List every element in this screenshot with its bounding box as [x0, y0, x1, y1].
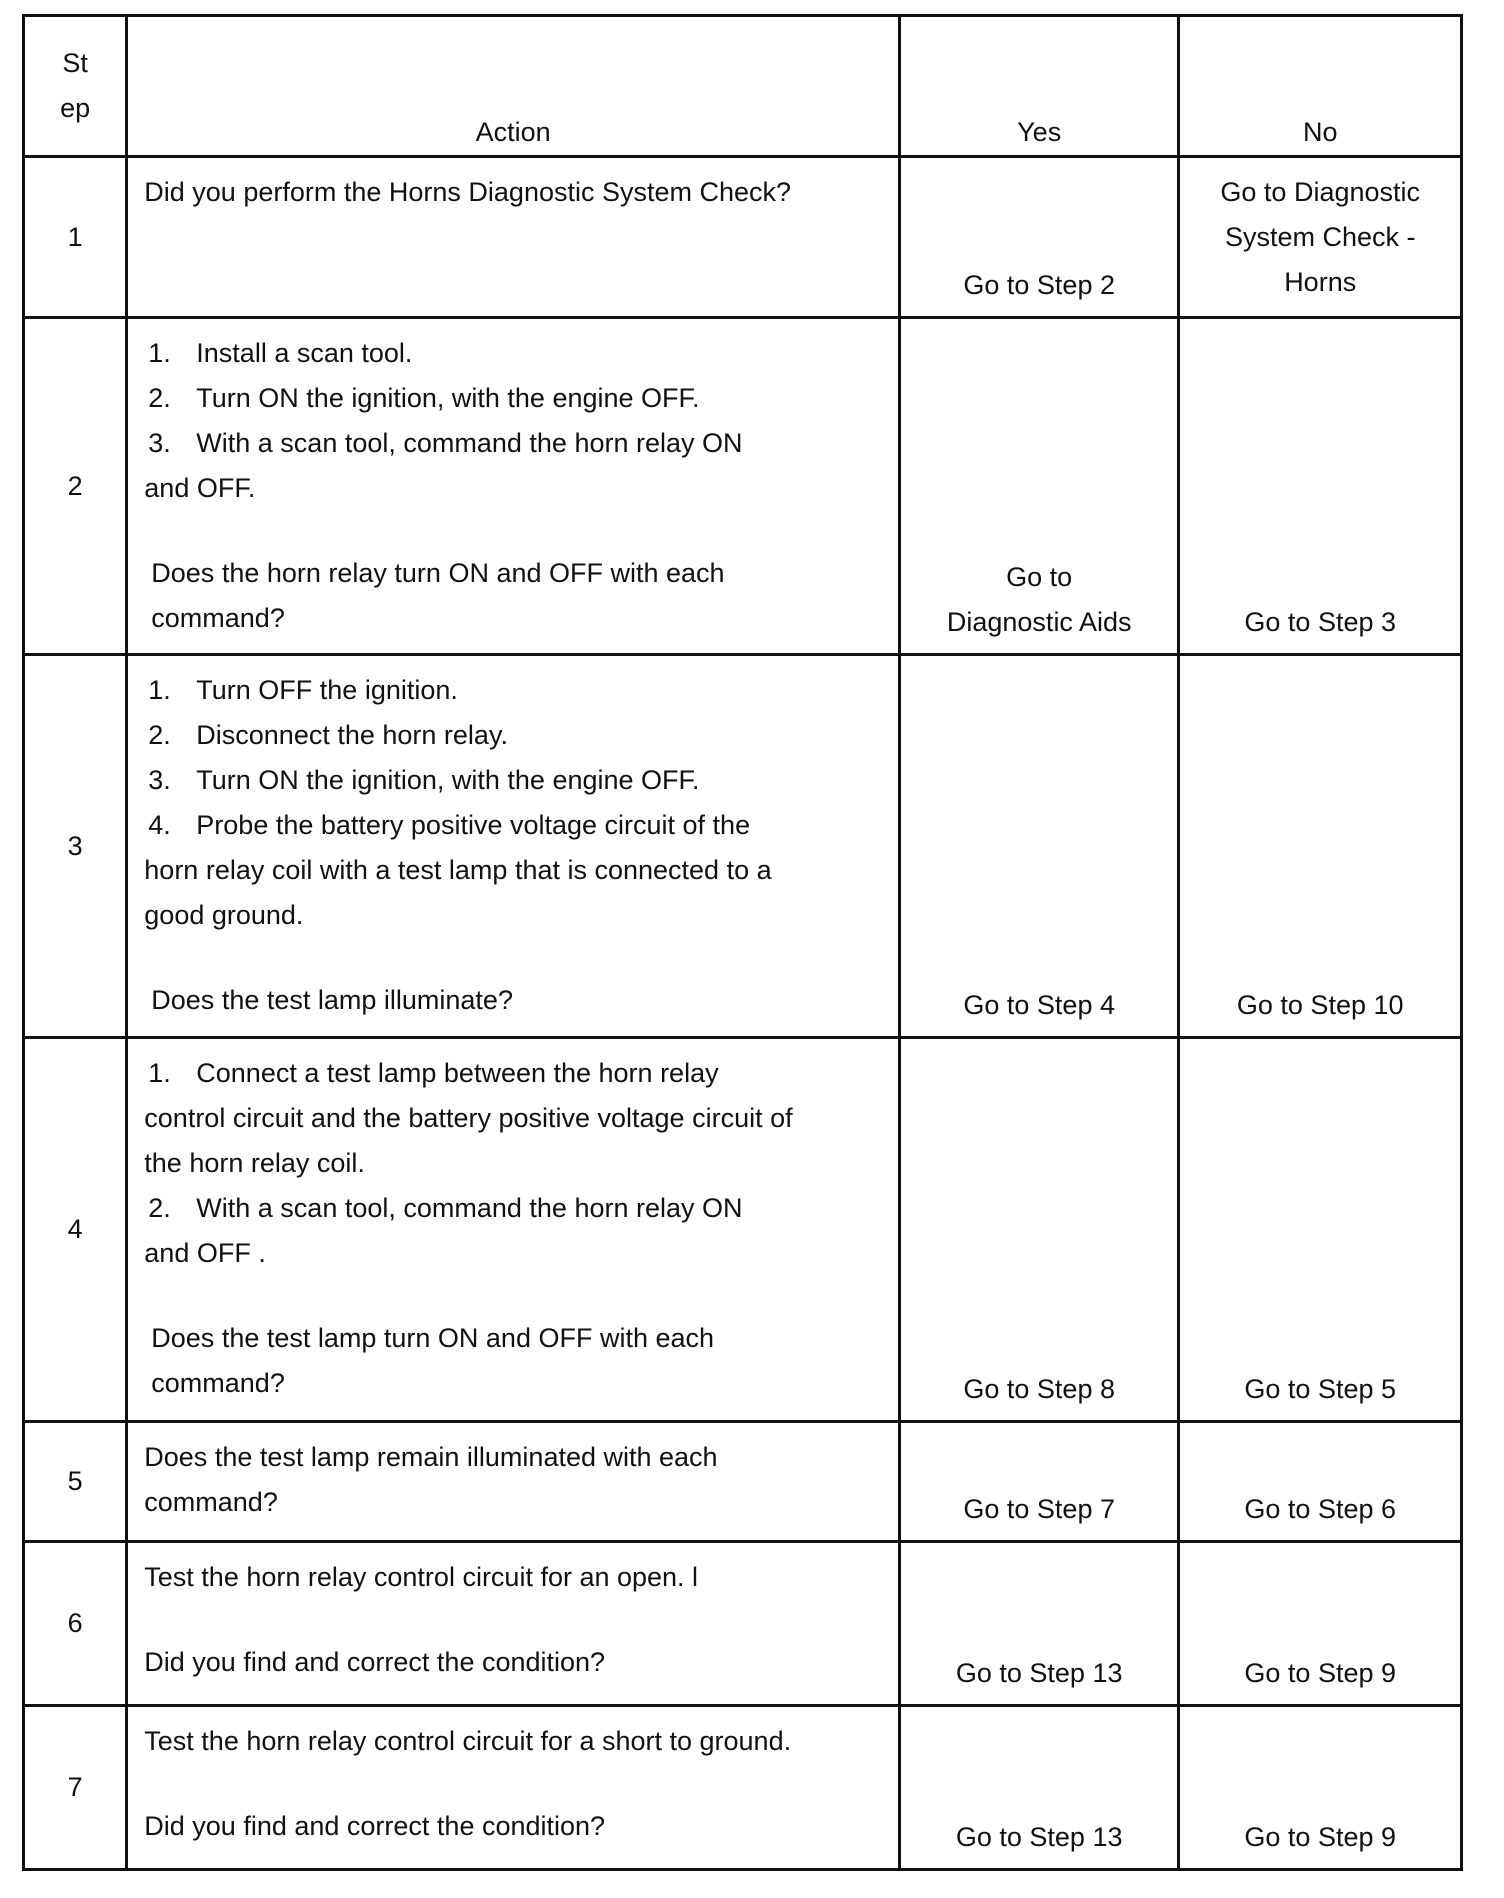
no-result: Go to Diagnostic System Check - Horns — [1179, 157, 1462, 318]
header-step — [24, 16, 127, 157]
step-number: 3 — [24, 655, 127, 1038]
header-no: No — [1179, 16, 1462, 157]
header-step-line1: St — [62, 48, 88, 78]
action-item: 2. Turn ON the ignition, with the engine OFF. — [148, 383, 700, 413]
header-row — [24, 16, 1462, 157]
yes-result: Go to Step 13 — [899, 1706, 1178, 1870]
action-cell — [127, 1422, 900, 1542]
no-result: Go to Step 9 — [1179, 1542, 1462, 1706]
action-cell — [127, 1038, 900, 1422]
diagnostic-table — [22, 14, 1463, 1871]
table-row — [24, 655, 1462, 1038]
yes-result: Go to Diagnostic Aids — [899, 318, 1178, 655]
action-item: 1. Connect a test lamp between the horn relay control circuit and the battery positive voltage circuit of the horn relay coil. — [144, 1058, 801, 1178]
action-item: 1. Turn OFF the ignition. — [148, 675, 458, 705]
table-row — [24, 318, 1462, 655]
action-question: Does the horn relay turn ON and OFF with each command? — [151, 558, 725, 633]
action-cell — [127, 157, 900, 318]
action-question: Does the test lamp remain illuminated with each command? — [144, 1442, 726, 1517]
action-instruction: Test the horn relay control circuit for an open. l — [144, 1562, 699, 1592]
action-instruction: Test the horn relay control circuit for a short to ground. — [144, 1726, 792, 1756]
yes-result: Go to Step 13 — [899, 1542, 1178, 1706]
no-result: Go to Step 9 — [1179, 1706, 1462, 1870]
header-step-line2: ep — [60, 93, 91, 123]
action-item: 1. Install a scan tool. — [148, 338, 413, 368]
yes-result: Go to Step 2 — [899, 157, 1178, 318]
action-question: Did you perform the Horns Diagnostic System Check? — [144, 177, 792, 207]
no-result: Go to Step 5 — [1179, 1038, 1462, 1422]
action-question: Does the test lamp turn ON and OFF with each command? — [151, 1323, 715, 1398]
step-number: 1 — [24, 157, 127, 318]
step-number: 7 — [24, 1706, 127, 1870]
step-number: 5 — [24, 1422, 127, 1542]
action-item: 3. Turn ON the ignition, with the engine OFF. — [148, 765, 700, 795]
header-action: Action — [127, 16, 900, 157]
no-result: Go to Step 3 — [1179, 318, 1462, 655]
action-item: 2. Disconnect the horn relay. — [148, 720, 508, 750]
action-question: Does the test lamp illuminate? — [151, 985, 513, 1015]
yes-result: Go to Step 4 — [899, 655, 1178, 1038]
action-question: Did you find and correct the condition? — [144, 1811, 606, 1841]
action-cell — [127, 1706, 900, 1870]
action-cell — [127, 655, 900, 1038]
header-yes: Yes — [899, 16, 1178, 157]
no-result: Go to Step 6 — [1179, 1422, 1462, 1542]
yes-result: Go to Step 7 — [899, 1422, 1178, 1542]
action-item: 4. Probe the battery positive voltage circuit of the horn relay coil with a test lamp that is connected to a good ground. — [144, 810, 780, 930]
action-cell — [127, 1542, 900, 1706]
yes-result: Go to Step 8 — [899, 1038, 1178, 1422]
table-row — [24, 1422, 1462, 1542]
action-item: 3. With a scan tool, command the horn relay ON and OFF. — [144, 428, 751, 503]
step-number: 6 — [24, 1542, 127, 1706]
table-row — [24, 1038, 1462, 1422]
no-result: Go to Step 10 — [1179, 655, 1462, 1038]
step-number: 2 — [24, 318, 127, 655]
action-question: Did you find and correct the condition? — [144, 1647, 606, 1677]
table-row — [24, 1706, 1462, 1870]
table-row — [24, 157, 1462, 318]
table-row — [24, 1542, 1462, 1706]
action-item: 2. With a scan tool, command the horn relay ON and OFF . — [144, 1193, 751, 1268]
step-number: 4 — [24, 1038, 127, 1422]
action-cell — [127, 318, 900, 655]
